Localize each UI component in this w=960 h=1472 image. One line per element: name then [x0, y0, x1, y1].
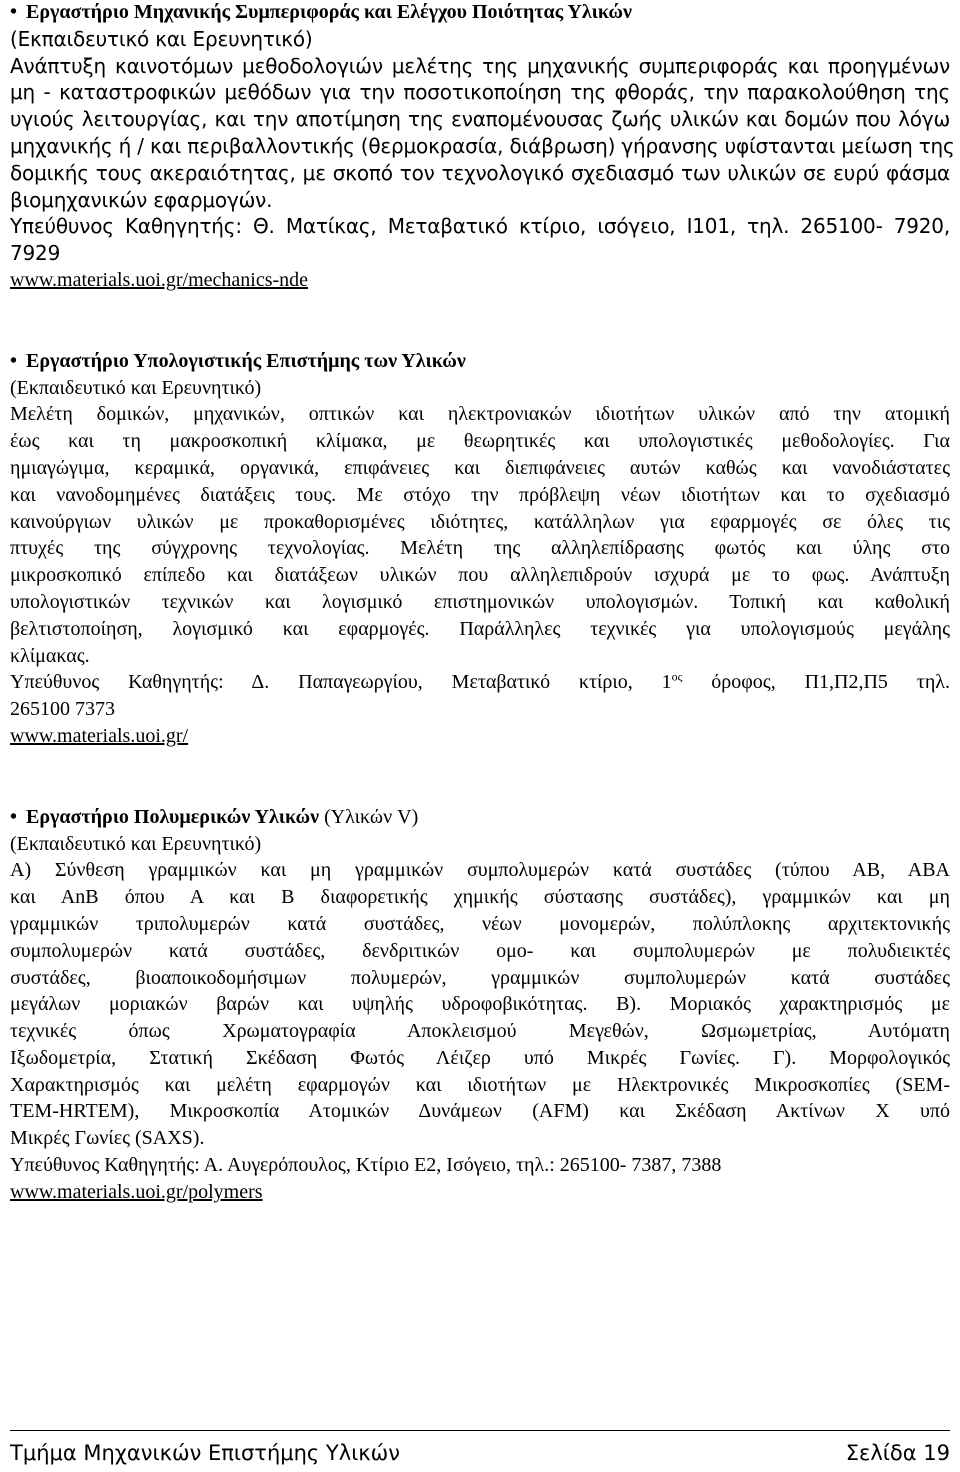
- lab-description-line: TEM-HRTEM), Μικροσκοπία Ατομικών Δυνάμεων (AFM) και Σκέδαση Ακτίνων Χ υπό: [10, 1100, 950, 1123]
- lab-description-line: μηχανικής ή / και περιβαλλοντικής (θερμοκρασία, διάβρωση) γήρανσης υφίστανται μείωση της: [10, 133, 955, 158]
- lab-description-line: και νανοδομημένες διατάξεις τους. Με στόχο την πρόβλεψη νέων ιδιοτήτων και το σχεδιασμό: [10, 483, 950, 506]
- document-page: [10, 0, 955, 1206]
- lab-description-line: βελτιστοποίηση, λογισμικό και εφαρμογές. Παράλληλες τεχνικές για υπολογισμούς μεγάλης: [10, 617, 950, 640]
- lab-title: • Εργαστήριο Μηχανικής Συμπεριφοράς και Ελέγχου Ποιότητας Υλικών: [10, 0, 950, 26]
- lab-url-link[interactable]: www.materials.uoi.gr/mechanics-nde: [10, 268, 309, 291]
- lab-description-line: Χαρακτηρισμός και μελέτη εφαρμογών και ιδιοτήτων με Ηλεκτρονικές Μικροσκοπίες (SEM-: [10, 1073, 950, 1096]
- lab-url-link[interactable]: www.materials.uoi.gr/polymers: [10, 1180, 263, 1203]
- lab-description-line: Μελέτη δομικών, μηχανικών, οπτικών και ηλεκτρονιακών ιδιοτήτων υλικών από την ατομική: [10, 403, 950, 426]
- lab-title: • Εργαστήριο Υπολογιστικής Επιστήμης των Υλικών: [10, 348, 950, 375]
- lab-contact-cont: 7929: [10, 241, 61, 266]
- lab-type: (Εκπαιδευτικό και Ερευνητικό): [10, 376, 262, 399]
- lab-description-line: υπολογιστικών τεχνικών και λογισμικό επιστημονικών υπολογισμών. Τοπική και καθολική: [10, 590, 950, 613]
- lab-description-line: Ανάπτυξη καινοτόμων μεθοδολογιών μελέτης της μηχανικής συμπεριφοράς και προηγμένων: [10, 53, 950, 78]
- page-footer: [10, 1430, 950, 1467]
- lab-description-line: Ιξωδομετρία, Στατική Σκέδαση Φωτός Λέιζερ υπό Μικρές Γωνίες. Γ). Μορφολογικός: [10, 1046, 950, 1069]
- lab-url-link[interactable]: www.materials.uoi.gr/: [10, 724, 189, 747]
- lab-description-line: μικροσκοπικό επίπεδο και διατάξεων υλικών που αλληλεπιδρούν ισχυρά με το φως. Ανάπτυξη: [10, 564, 950, 587]
- lab-description-line: ημιαγώγιμα, κεραμικά, οργανικά, επιφάνειες και διεπιφάνειες αυτών καθώς και νανοδιάστατες: [10, 456, 950, 479]
- lab-contact-cont: 265100 7373: [10, 698, 115, 721]
- lab-section-mechanics: [10, 0, 955, 294]
- lab-description-line: πτυχές της σύγχρονης τεχνολογίας. Μελέτη της αλληλεπίδρασης φωτός και ύλης στο: [10, 537, 950, 560]
- lab-contact: Υπεύθυνος Καθηγητής: Α. Αυγερόπουλος, Κτίριο Ε2, Ισόγειο, τηλ.: 265100- 7387, 7388: [10, 1154, 722, 1177]
- bullet-icon: •: [10, 805, 18, 828]
- lab-contact: Υπεύθυνος Καθηγητής: Δ. Παπαγεωργίου, Μεταβατικό κτίριο, $1^{o\varsigma}$ όροφος, Π1,Π2,Π5 τηλ.: [10, 669, 950, 694]
- lab-description-line: συμπολυμερών κατά συστάδες, δενδριτικών ομο- και συμπολυμερών με πολυδιεικτές: [10, 939, 950, 962]
- footer-page-number: Σελίδα 19: [845, 1441, 950, 1465]
- ordinal-superscript: ος: [671, 669, 683, 684]
- lab-description-line: γραμμικών τριπολυμερών κατά συστάδες, νέων μονομερών, πολύπλοκης αρχιτεκτονικής: [10, 912, 950, 935]
- lab-description-line: Μικρές Γωνίες (SAXS).: [10, 1127, 205, 1150]
- lab-type: (Εκπαιδευτικό και Ερευνητικό): [10, 26, 313, 51]
- lab-type: (Εκπαιδευτικό και Ερευνητικό): [10, 832, 262, 855]
- lab-description-line: βιομηχανικών εφαρμογών.: [10, 187, 273, 212]
- lab-description-line: έως και τη μακροσκοπική κλίμακα, με θεωρητικές και υπολογιστικές μεθοδολογίες. Για: [10, 430, 950, 453]
- lab-description-line: κλίμακας.: [10, 644, 90, 667]
- bullet-icon: •: [10, 1, 18, 23]
- lab-description-line: και ΑnΒ όπου Α και Β διαφορετικής χημικής σύστασης συστάδες), γραμμικών και μη: [10, 886, 950, 909]
- lab-title: • Εργαστήριο Πολυμερικών Υλικών (Υλικών V): [10, 804, 950, 831]
- lab-description-line: Α) Σύνθεση γραμμικών και μη γραμμικών συμπολυμερών κατά συστάδες (τύπου ΑΒ, ΑΒΑ: [10, 859, 950, 882]
- lab-description-line: συστάδες, βιοαποικοδομήσιμων πολυμερών, γραμμικών συμπολυμερών κατά συστάδες: [10, 966, 950, 989]
- bullet-icon: •: [10, 349, 18, 372]
- lab-section-polymers: [10, 804, 950, 1206]
- lab-description-line: καινούργιων υλικών με προκαθορισμένες ιδιότητες, κατάλληλων για εφαρμογές σε όλες τις: [10, 510, 950, 533]
- lab-section-computational: [10, 348, 950, 750]
- footer-department: Τμήμα Μηχανικών Επιστήμης Υλικών: [10, 1441, 400, 1465]
- lab-description-line: τεχνικές όπως Χρωματογραφία Αποκλεισμού Μεγεθών, Ωσμωμετρίας, Αυτόματη: [10, 1020, 950, 1043]
- lab-description-line: δομικής τους ακεραιότητας, με σκοπό τον τεχνολογικό σχεδιασμό των υλικών σε ευρύ φάσμα: [10, 160, 950, 185]
- lab-contact: Υπεύθυνος Καθηγητής: Θ. Ματίκας, Μεταβατικό κτίριο, ισόγειο, Ι101, τηλ. 265100- 7920,: [10, 214, 950, 239]
- lab-description-line: μεγάλων μοριακών βαρών και υψηλής υδροφοβικότητας. Β). Μοριακός χαρακτηρισμός με: [10, 993, 950, 1016]
- lab-description-line: μη - καταστροφικών μεθόδων για την ποσοτικοποίηση της φθοράς, την παρακολούθηση της: [10, 80, 950, 105]
- lab-description-line: υγιούς λειτουργίας, και την αποτίμηση της εναπομένουσας ζωής υλικών και δομών που λόγω: [10, 107, 950, 132]
